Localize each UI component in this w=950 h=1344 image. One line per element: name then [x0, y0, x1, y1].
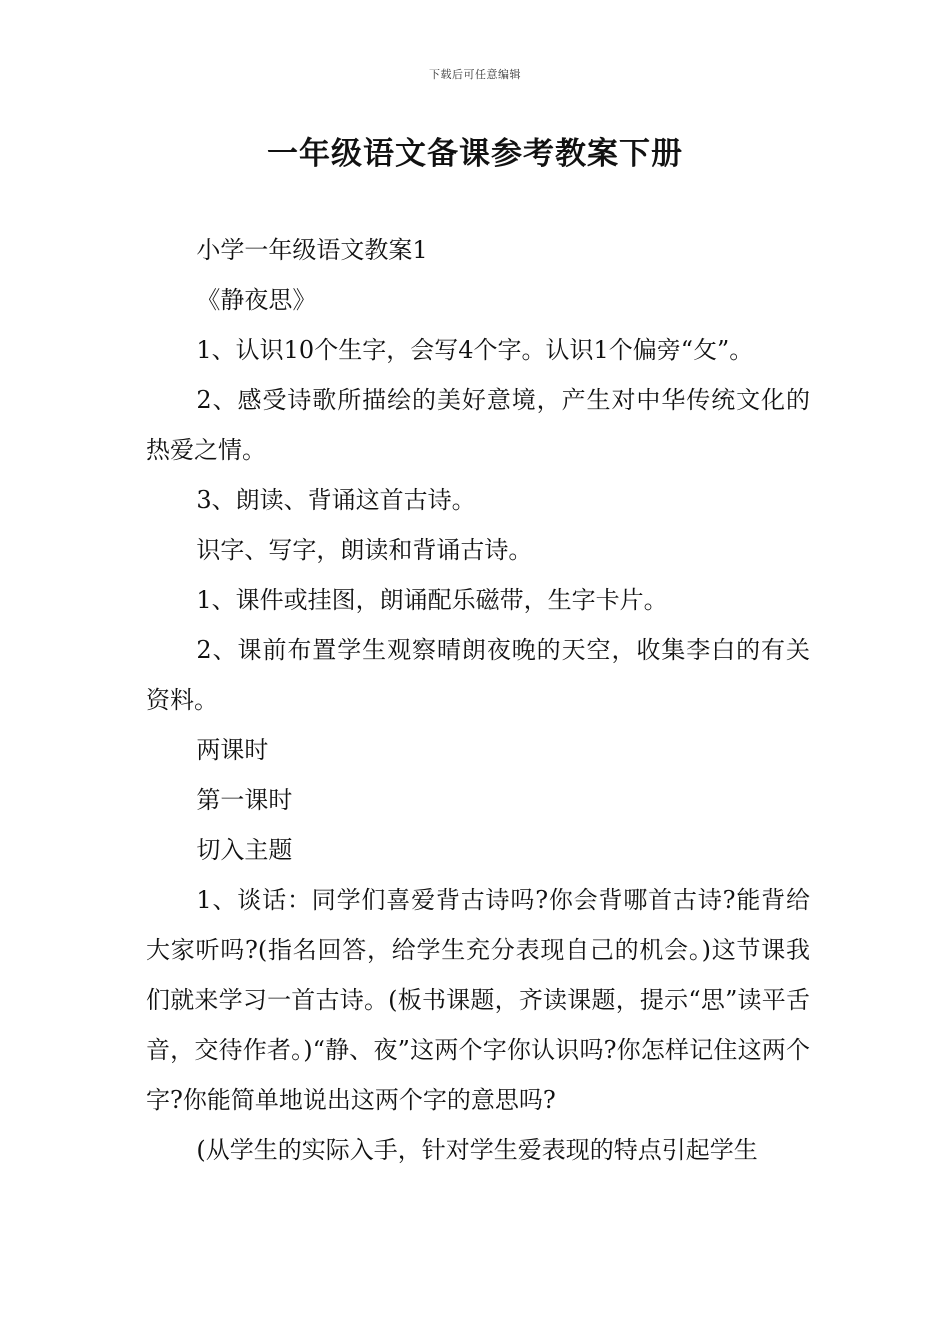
paragraph-goal-1: 1、认识10个生字，会写4个字。认识1个偏旁“攵”。: [196, 336, 754, 364]
paragraph-intro-topic: 切入主题: [196, 836, 293, 864]
paragraph-duration: 两课时: [196, 736, 269, 764]
paragraph-lesson-heading: 小学一年级语文教案1: [196, 236, 428, 264]
document-body: [146, 225, 810, 1175]
paragraph-first-lesson: 第一课时: [196, 786, 293, 814]
paragraph-goal-2: 2、感受诗歌所描绘的美好意境，产生对中华传统文化的热爱之情。: [146, 386, 810, 464]
paragraph-goal-3: 3、朗读、背诵这首古诗。: [196, 486, 476, 514]
document-title: 一年级语文备课参考教案下册: [267, 136, 683, 172]
paragraph-key-points: 识字、写字，朗读和背诵古诗。: [196, 536, 533, 564]
paragraph-note: (从学生的实际入手，针对学生爱表现的特点引起学生: [196, 1136, 758, 1164]
paragraph-prep-2: 2、课前布置学生观察晴朗夜晚的天空，收集李白的有关资料。: [146, 636, 810, 714]
paragraph-step-1: 1、谈话：同学们喜爱背古诗吗?你会背哪首古诗?能背给大家听吗?(指名回答，给学生充分表现自己的机会。)这节课我们就来学习一首古诗。(板书课题，齐读课题，提示“思”读平舌音，交待作者。)“静、夜”这两个字你认识吗?你怎样记住这两个字?你能简单地说出这两个字的意思吗?: [146, 886, 810, 1114]
header-note: 下载后可任意编辑: [429, 68, 521, 81]
paragraph-prep-1: 1、课件或挂图，朗诵配乐磁带，生字卡片。: [196, 586, 668, 614]
paragraph-poem-title: 《静夜思》: [196, 286, 317, 314]
